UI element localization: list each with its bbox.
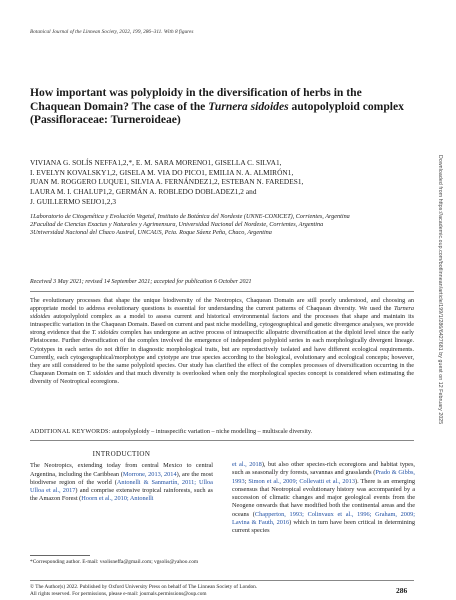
affiliation-line: 1Laboratorio de Citogenética y Evolución Vegetal, Instituto de Botánica del Nordeste (UNNE-CONICET), Corrientes, Argentina [30,213,350,220]
abstract-top-rule [30,291,414,292]
author-line: I. EVELYN KOVALSKY1,2, GISELA M. VIA DO PICO1, EMILIA N. A. ALMIRÓN1, [30,167,294,177]
abstract-text: The evolutionary processes that shape the unique biodiversity of the Neotropics, Chaquean Domain are still poorly understood, and choosing an appropriate model to address evolutionary questions is essential for understanding the current patterns of Chaquean diversity. We used the [30,297,414,313]
abstract-taxon: T. sidoides [91,329,119,337]
body-text: ; [244,477,249,485]
intro-paragraph-right [232,461,415,536]
affiliation-line: 3Universidad Nacional del Chaco Austral, UNCAUS, Pcia. Roque Sáenz Peña, Chaco, Argentina [30,228,272,236]
body-text: The Neotropics, extending today from central Mexico to central Argentina, including the Caribbean ( [30,462,213,478]
author-line: LAURA M. I. CHALUP1,2, GERMÁN A. ROBLEDO DOBLADEZ1,2 and [30,187,257,197]
abstract-text: and that much diversity is overlooked when only the morphological species concept is considered when estimating the diversity of Neotropical ecoregions. [30,369,414,385]
citation-link[interactable]: Morrone, 2013, 2014 [122,470,177,478]
abstract-bottom-rule [30,440,414,441]
title-part-2: autopolyploid complex (Passifloraceae: Turneroideae) [30,99,404,127]
abstract-taxon: Turnera sidoides [30,305,414,321]
affiliation-list [30,213,414,237]
author-line: JUAN M. ROGGERO LUQUE1, SILVIA A. FERNÁNDEZ1,2, ESTEBAN N. FAREDES1, [30,177,304,187]
keywords-label: ADDITIONAL KEYWORDS: [30,428,111,435]
abstract [30,297,414,386]
article-title [30,86,414,127]
copyright-line: © The Author(s) 2022. Published by Oxford University Press on behalf of The Linnean Society of London. [30,584,258,590]
title-part-1: How important was polyploidy in the diversification of herbs in the Chaquean Domain? The case of the [30,86,362,113]
permissions-line: All rights reserved. For permissions, please e-mail: journals.permissions@oup.com [30,590,207,597]
body-text: ), are the most biodiverse region of the world ( [30,470,213,486]
intro-paragraph-left [30,462,213,503]
received-dates: Received 3 May 2021; revised 14 September 2021; accepted for publication 6 October 2021 [30,279,252,285]
body-text: ), but also other species-rich ecoregions and habitat types, such as seasonally dry forests, savannas and grasslands ( [232,461,415,477]
body-text: ). There is an emerging consensus that Neotropical evolutionary history was accompanied by a succession of climatic changes and major geological events from the Neogene onwards that have modified both the continental areas and the oceans ( [232,477,415,518]
corresponding-author-footnote: *Corresponding author. E-mail: vsolisneffa@gmail.com; vgsolis@yahoo.com [30,559,199,565]
copyright-footer [30,584,390,598]
left-column [30,450,213,504]
author-list [30,158,414,207]
right-column [232,461,415,536]
citation-link[interactable]: Antonelli & Sanmartín, 2011; Ulloa Ulloa et al., 2017 [30,478,213,495]
abstract-text: autopolyploid complex as a model to assess current and historical environmental factors and the processes that shape and maintain its intraspecific variation in the Chaquean Domain. Based on current and past niche modelling, cytogeographical and genetic divergence analyses, we provide strong evidence that the [30,313,414,337]
title-taxon: Turnera sidoides [208,99,289,113]
running-head: Botanical Journal of the Linnean Society, 2022, 199, 286–311. With 8 figures [30,29,194,35]
page-number: 286 [396,586,408,595]
author-line: J. GUILLERMO SEIJO1,2,3 [30,196,117,206]
body-text: ) which in turn have been critical in determining current species [232,519,415,535]
abstract-text: complex has undergone an active process of intraspecific allopatric diversification at the diploid level since the early Pleistocene. Further diversification of the complex involved the emergence of independent polyploid series in each morphologically divergent lineage. Cytotypes in each series do not differ in diagnostic morphological traits, but are reproductively isolated and have different ecological requirements. Currently, each cytogeographical/morphotype and cytotype are true species according to the biological, evolutionary and ecological concepts; however, they are still considered to be the same polyploid species. Our study has clarified the effect of the complex processes of diversification occurring in the Chaquean Domain on [30,329,415,377]
body-text: ) and comprise extensive tropical rainforests, such as the Amazon Forest ( [30,487,213,503]
download-side-note: Downloaded from https://academic.oup.com/botlinnean/article/199/1/286/6427681 by guest on 12 February 2025 [437,155,443,425]
footnote-rule [30,555,90,556]
citation-link[interactable]: et al., 2018 [232,461,262,468]
citation-link[interactable]: Hoorn et al., 2010; Antonelli [81,495,154,503]
abstract-taxon: T. sidoides [86,369,114,377]
affiliation-line: 2Facultad de Ciencias Exactas y Naturales y Agrimensura, Universidad Nacional del Nordeste, Corrientes, Argentina [30,220,324,228]
citation-link[interactable]: Chapperton, 1993; Colinvaux et al., 1996; Graham, 2009; Lavina & Fauth, 2016 [232,510,415,527]
keywords [30,428,414,436]
citation-link[interactable]: Simon et al., 2009; Collevatti et al., 2013 [248,477,355,485]
keywords-text: autopolyploidy – intraspecific variation – niche modelling – multiscale diversity. [112,428,313,435]
section-heading-introduction: INTRODUCTION [92,450,151,458]
footer-rule [30,580,414,581]
author-line: VIVIANA G. SOLÍS NEFFA1,2,*, E. M. SARA MORENO1, GISELLA C. SILVA1, [30,158,282,167]
citation-link[interactable]: Prado & Gibbs, 1993 [232,469,415,485]
